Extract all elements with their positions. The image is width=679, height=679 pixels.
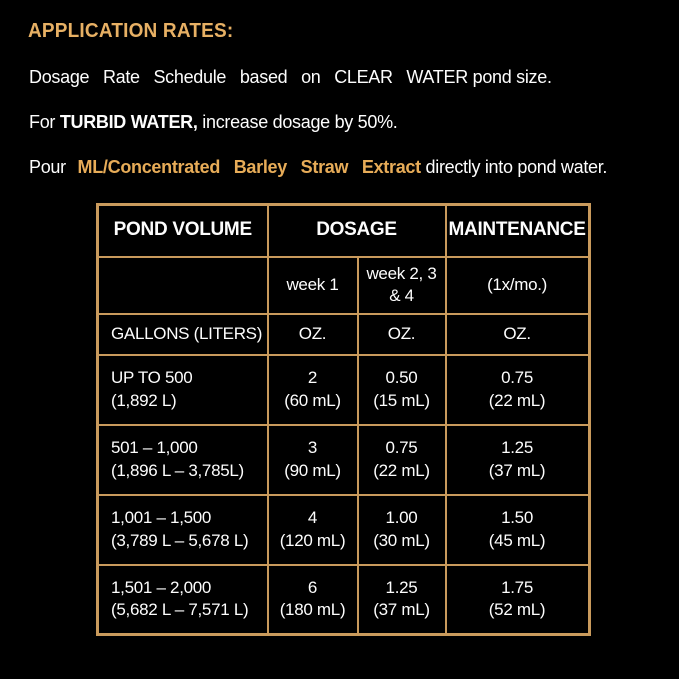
cell-maintenance-dose xyxy=(446,425,590,495)
cell-volume xyxy=(98,495,268,565)
cell-week234-dose xyxy=(358,565,446,635)
volume-liters: (5,682 L – 7,571 L) xyxy=(111,600,249,620)
cell-volume xyxy=(98,565,268,635)
units-volume-label: GALLONS (LITERS) xyxy=(98,314,268,355)
dose-ml: (52 mL) xyxy=(488,600,546,620)
intro-line3-post: directly into pond water. xyxy=(425,157,608,177)
header-dosage: DOSAGE xyxy=(268,205,446,257)
header-pond-volume: POND VOLUME xyxy=(98,205,268,257)
table-row-501-1000 xyxy=(98,425,590,495)
dose-ml: (180 mL) xyxy=(279,600,346,620)
intro-line2-bold: TURBID WATER, xyxy=(59,112,198,132)
cell-volume xyxy=(98,425,268,495)
dose-oz: 1.25 xyxy=(385,578,418,598)
intro-line-pour xyxy=(29,156,669,179)
units-week1: OZ. xyxy=(268,314,358,355)
dose-oz: 0.75 xyxy=(385,438,418,458)
dose-ml: (120 mL) xyxy=(279,530,346,550)
cell-week234-dose xyxy=(358,355,446,425)
volume-range: 501 – 1,000 xyxy=(111,438,198,458)
dose-ml: (15 mL) xyxy=(373,390,430,410)
dose-oz: 1.75 xyxy=(501,578,533,598)
cell-week1-dose xyxy=(268,565,358,635)
dose-ml: (30 mL) xyxy=(373,530,430,550)
volume-range: 1,001 – 1,500 xyxy=(111,508,212,528)
dose-oz: 0.75 xyxy=(501,368,533,388)
table-row-1001-1500 xyxy=(98,495,590,565)
table-row-1501-2000 xyxy=(98,565,590,635)
dosage-rate-table xyxy=(96,203,591,636)
subheader-frequency: (1x/mo.) xyxy=(446,257,590,314)
intro-line3-product-name: ML/Concentrated Barley Straw Extract xyxy=(77,157,421,177)
cell-week1-dose xyxy=(268,425,358,495)
dose-ml: (90 mL) xyxy=(284,460,341,480)
dose-ml: (37 mL) xyxy=(373,600,430,620)
dose-oz: 6 xyxy=(307,578,318,598)
dose-oz: 4 xyxy=(307,508,318,528)
intro-line-clear-water xyxy=(29,66,669,89)
subheader-empty-cell xyxy=(98,257,268,314)
dose-ml: (37 mL) xyxy=(488,460,546,480)
table-subheader-row xyxy=(98,257,590,314)
intro-line2-post: increase dosage by 50%. xyxy=(202,112,398,132)
dose-oz: 1.00 xyxy=(385,508,418,528)
volume-liters: (3,789 L – 5,678 L) xyxy=(111,530,249,550)
volume-range: UP TO 500 xyxy=(111,368,193,388)
dose-ml: (22 mL) xyxy=(373,460,430,480)
volume-liters: (1,896 L – 3,785L) xyxy=(111,460,244,480)
dose-oz: 1.50 xyxy=(501,508,533,528)
cell-week1-dose xyxy=(268,495,358,565)
cell-volume xyxy=(98,355,268,425)
dose-oz: 3 xyxy=(307,438,318,458)
intro-line1-tail: pond size. xyxy=(472,67,552,87)
dose-oz: 1.25 xyxy=(501,438,533,458)
volume-range: 1,501 – 2,000 xyxy=(111,578,212,598)
intro-line-turbid-water xyxy=(29,111,669,134)
header-maintenance: MAINTENANCE xyxy=(446,205,590,257)
volume-liters: (1,892 L) xyxy=(111,390,177,410)
intro-line2-pre: For xyxy=(29,112,56,132)
subheader-week1: week 1 xyxy=(268,257,358,314)
page-title: APPLICATION RATES: xyxy=(28,20,234,42)
dose-ml: (22 mL) xyxy=(488,390,546,410)
cell-maintenance-dose xyxy=(446,565,590,635)
units-week234: OZ. xyxy=(358,314,446,355)
cell-maintenance-dose xyxy=(446,495,590,565)
cell-week1-dose xyxy=(268,355,358,425)
dose-oz: 2 xyxy=(307,368,318,388)
cell-maintenance-dose xyxy=(446,355,590,425)
dose-ml: (60 mL) xyxy=(284,390,341,410)
intro-line1-main: Dosage Rate Schedule based on CLEAR WATER xyxy=(29,67,468,87)
table-header-row xyxy=(98,205,590,257)
subheader-week234: week 2, 3 & 4 xyxy=(358,257,446,314)
table-units-row xyxy=(98,314,590,355)
table-row-up-to-500 xyxy=(98,355,590,425)
units-maintenance: OZ. xyxy=(446,314,590,355)
dose-oz: 0.50 xyxy=(385,368,418,388)
intro-line3-pre: Pour xyxy=(29,157,66,177)
cell-week234-dose xyxy=(358,425,446,495)
cell-week234-dose xyxy=(358,495,446,565)
dose-ml: (45 mL) xyxy=(488,530,546,550)
